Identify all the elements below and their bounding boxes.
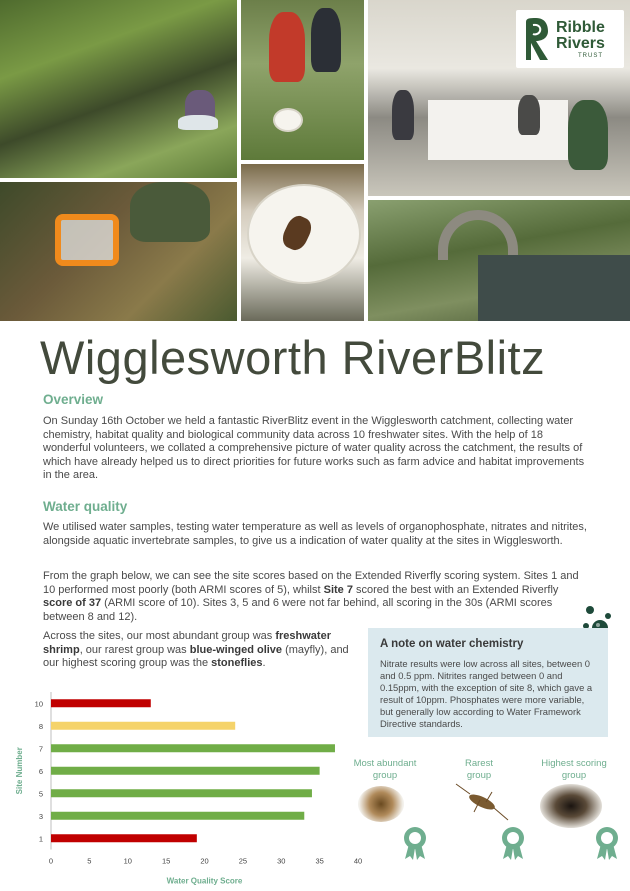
water-quality-text-1: We utilised water samples, testing water temperature as well as levels of organophosphate, nitrates and nitrites, alongside aquatic invertebrate samples, to give us a indication of water quality at the sites in Wigglesworth. [43, 521, 587, 547]
logo-line-2: Rivers [556, 34, 605, 52]
photo-sample-tray [241, 164, 364, 321]
photo-child-with-net [241, 0, 364, 160]
x-tick-label: 5 [87, 856, 92, 866]
overview-heading: Overview [43, 392, 104, 407]
text-run: Across the sites, our most abundant group was [43, 630, 276, 642]
photo-kick-net [0, 182, 237, 321]
mayfly-image [450, 780, 510, 824]
y-tick-label: 6 [38, 766, 43, 776]
text-run-bold: score of 37 [43, 597, 102, 610]
rarest-label: Rarest group [465, 758, 493, 781]
bar-site-6 [51, 767, 320, 775]
text-run: scored the best with an Extended Riverfly [352, 583, 559, 596]
x-tick-label: 35 [315, 856, 324, 866]
x-tick-label: 10 [123, 856, 132, 866]
text-run-bold: freshwater shrimp [43, 630, 331, 656]
bar-site-7 [51, 744, 335, 752]
y-tick-label: 3 [38, 811, 43, 821]
text-run: (ARMI score of 10). Sites 3, 5 and 6 were not far behind, all scoring in the 30s (ARMI scores between 8 and 12). [43, 597, 553, 623]
x-axis-label: Water Quality Score [166, 876, 243, 886]
x-tick-label: 25 [238, 856, 248, 866]
award-rosette-icon [402, 826, 428, 860]
y-axis-label: Site Number [15, 747, 24, 795]
x-tick-label: 20 [200, 856, 209, 866]
note-text: Nitrate results were low across all sites, between 0 and 0.5 ppm. Nitrites ranged between 0 and 0.15ppm, with the exception of site 8, which gave a result of 10ppm. Phosphates were more variable, but generally low according to Water Framework Directive standards. [380, 658, 593, 729]
logo-line-3: TRUST [578, 52, 603, 59]
ribble-rivers-trust-logo [516, 10, 624, 68]
text-run-bold: Site 7 [323, 583, 353, 596]
water-quality-heading: Water quality [43, 499, 128, 514]
x-tick-label: 15 [161, 856, 171, 866]
award-rosette-icon [594, 826, 620, 860]
overview-text: On Sunday 16th October we held a fantastic RiverBlitz event in the Wigglesworth catchment, collecting water chemistry, habitat quality and biological community data across 10 freshwater sites. With the help of 18 wonderful volunteers, we collated a comprehensive picture of water quality across the catchment, the results of which have already helped us to direct priorities for future works such as farm advice and habitat improvements in the area. [43, 415, 585, 482]
y-tick-label: 8 [38, 721, 43, 731]
freshwater-shrimp-image [358, 786, 404, 822]
text-run: , our rarest group was [79, 643, 190, 656]
bar-site-10 [51, 699, 151, 707]
text-run-bold: blue-winged olive [189, 643, 283, 656]
site-score-bar-chart [8, 688, 368, 888]
x-tick-label: 40 [353, 856, 363, 866]
logo-river-icon [522, 16, 552, 62]
water-quality-text-3 [43, 630, 353, 671]
bar-site-5 [51, 789, 312, 797]
y-tick-label: 5 [38, 789, 43, 799]
water-chemistry-note [368, 628, 608, 737]
highest-scoring-label: Highest scoring group [541, 758, 607, 781]
bar-site-8 [51, 722, 235, 730]
bar-site-1 [51, 834, 197, 842]
photo-river-sampling [0, 0, 237, 178]
text-run: From the graph below, we can see the site scores based on the Extended Riverfly scoring system. Sites 1 and 10 performed most poorly (both ARMI scores of 5), whilst [43, 570, 579, 596]
most-abundant-label: Most abundant group [353, 758, 417, 781]
page-title: Wigglesworth RiverBlitz [40, 331, 546, 384]
note-title: A note on water chemistry [380, 638, 524, 650]
x-tick-label: 0 [48, 856, 54, 866]
y-tick-label: 7 [38, 744, 43, 754]
bar-site-3 [51, 812, 304, 820]
y-tick-label: 10 [34, 699, 43, 709]
logo-line-1: Ribble [556, 18, 605, 36]
text-run-bold: stoneflies [211, 657, 263, 670]
x-tick-label: 30 [277, 856, 286, 866]
text-run: . [262, 657, 266, 670]
y-tick-label: 1 [38, 834, 43, 844]
stonefly-image [540, 784, 602, 828]
text-run: (mayfly), and our highest scoring group was the [43, 643, 349, 670]
water-quality-text-2 [43, 570, 588, 624]
award-rosette-icon [500, 826, 526, 860]
photo-river-bridge [368, 200, 630, 321]
